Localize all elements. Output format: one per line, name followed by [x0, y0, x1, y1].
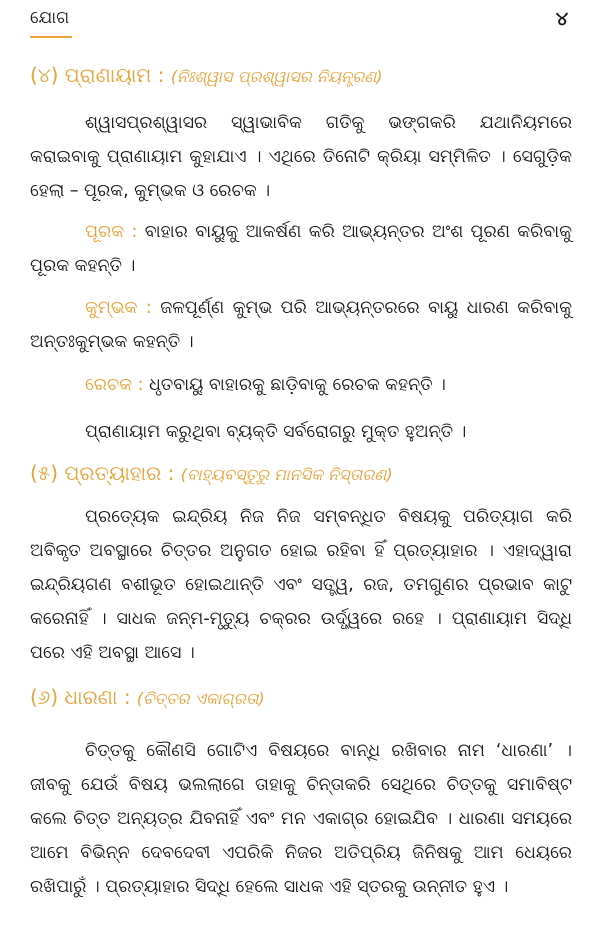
- paragraph-pratyahara: ପ୍ରତ୍ୟେକ ଇନ୍ଦ୍ରିୟ ନିଜ ନିଜ ସମ୍ବନ୍ଧିତ ବିଷୟକୁ ପରିତ୍ୟାଗ କରି ଅବିକୃତ ଅବସ୍ଥାରେ ଚିତ୍ତର ଅନୁଗତ ହୋଇ ରହିବା ହିଁ ପ୍ରତ୍ୟାହାର । ଏହାଦ୍ୱାରା ଇନ୍ଦ୍ରିୟଗଣ ବଶୀଭୂତ ହୋଇଥାନ୍ତି ଏବଂ ସତ୍ତ୍ୱ, ରଜ, ତମଗୁଣର ପ୍ରଭାବ କାଟୁ କରେନାହିଁ । ସାଧକ ଜନ୍ମ-ମୃତ୍ୟୁ ଚକ୍ରର ଉର୍ଦ୍ଧ୍ୱରେ ରହେ । ପ୍ରାଣାୟାମ ସିଦ୍ଧି ପରେ ଏହି ଅବସ୍ଥା ଆସେ ।: [30, 507, 572, 663]
- heading-subtitle: (ଚିତ୍ତର ଏକାଗ୍ରତା): [136, 689, 265, 708]
- page-number: ୪: [555, 8, 568, 30]
- heading-title: (୫) ପ୍ରତ୍ୟାହାର :: [30, 461, 175, 485]
- section-pratyahara-body: [30, 500, 572, 670]
- section-heading: [30, 682, 572, 714]
- definition-puraka-text: ବାହାର ବାୟୁକୁ ଆକର୍ଷଣ କରି ଆଭ୍ୟନ୍ତର ଅଂଶ ପୂରଣ କରିବାକୁ ପୂରକ କହନ୍ତି ।: [30, 222, 572, 276]
- section-pratyahara: [30, 458, 572, 490]
- term-kumbhaka: କୁମ୍ଭକ :: [85, 298, 152, 318]
- term-rechaka: ରେଚକ :: [85, 375, 144, 395]
- paragraph-dharana: ଚିତ୍ତକୁ କୌଣସି ଗୋଟିଏ ବିଷୟରେ ବାନ୍ଧି ରଖିବାର ନାମ ‘ଧାରଣା’ । ଜୀବକୁ ଯେଉଁ ବିଷୟ ଭଲଲାଗେ ତାହାକୁ ଚିନ୍ତାକରି ସେଥିରେ ଚିତ୍ତକୁ ସମାବିଷ୍ଟ କଲେ ଚିତ୍ତ ଅନ୍ୟତ୍ର ଯିବନାହିଁ ଏବଂ ମନ ଏକାଗ୍ର ହୋଇଯିବ । ଧାରଣା ସମୟରେ ଆମେ ବିଭିନ୍ନ ଦେବଦେବୀ ଏପରିକି ନିଜର ଅତିପ୍ରିୟ ଜିନିଷକୁ ଆମ ଧେୟରେ ରଖିପାରୁଁ । ପ୍ରତ୍ୟାହାର ସିଦ୍ଧି ହେଲେ ସାଧକ ଏହି ସ୍ତରକୁ ଉନ୍ନୀତ ହୁଏ ।: [30, 741, 572, 897]
- section-dharana-body: [30, 734, 572, 904]
- chapter-title: ଯୋଗ: [30, 8, 70, 28]
- heading-subtitle: (ବାହ୍ୟବସ୍ତୁରୁ ମାନସିକ ନିସ୍ତାରଣ): [180, 465, 393, 484]
- paragraph-closing: ପ୍ରାଣାୟାମ କରୁଥିବା ବ୍ୟକ୍ତି ସର୍ବରୋଗରୁ ମୁକ୍ତ ହୁଅନ୍ତି ।: [85, 422, 467, 442]
- definition-kumbhaka-text: ଜଳପୂର୍ଣ୍ଣ କୁମ୍ଭ ପରି ଆଭ୍ୟନ୍ତରରେ ବାୟୁ ଧାରଣ କରିବାକୁ ଅନ୍ତଃକୁମ୍ଭକ କହନ୍ତି ।: [30, 298, 573, 352]
- section-pranayama-body: [30, 106, 572, 208]
- heading-title: (୬) ଧାରଣା :: [30, 685, 131, 709]
- definition-rechaka-text: ଧୃତବାୟୁ ବାହାରକୁ ଛାଡ଼ିବାକୁ ରେଚକ କହନ୍ତି ।: [149, 375, 446, 395]
- section-pranayama: [30, 60, 572, 92]
- section-heading: [30, 60, 572, 92]
- header-underline: [30, 36, 72, 38]
- heading-subtitle: (ନିଃଶ୍ୱାସ ପ୍ରଶ୍ୱାସର ନିୟନ୍ତ୍ରଣ): [170, 67, 383, 86]
- section-dharana: [30, 682, 572, 714]
- term-puraka: ପୂରକ :: [85, 222, 138, 242]
- section-heading: [30, 458, 572, 490]
- heading-title: (୪) ପ୍ରାଣାୟାମ :: [30, 63, 165, 87]
- paragraph-intro: ଶ୍ୱାସପ୍ରଶ୍ୱାସର ସ୍ୱାଭାବିକ ଗତିକୁ ଭଙ୍ଗକରି ଯଥାନିୟମରେ କରାଇବାକୁ ପ୍ରାଣାୟାମ କୁହାଯାଏ । ଏଥିରେ ତିନୋଟି କ୍ରିୟା ସମ୍ମିଳିତ । ସେଗୁଡ଼ିକ ହେଲା – ପୂରକ, କୁମ୍ଭକ ଓ ରେଚକ ।: [30, 113, 572, 201]
- definition-puraka: [30, 215, 572, 283]
- definition-rechaka: [30, 368, 572, 402]
- definition-kumbhaka: [30, 291, 572, 359]
- page-header: [30, 8, 568, 38]
- paragraph-closing-wrap: [30, 415, 572, 449]
